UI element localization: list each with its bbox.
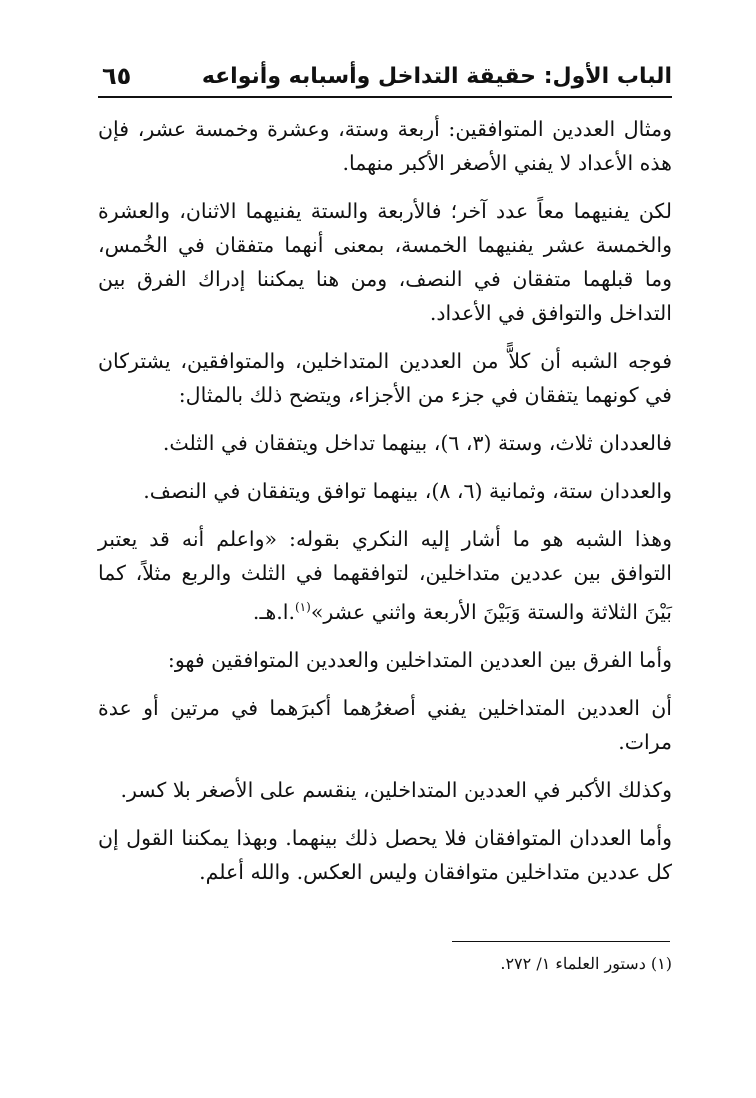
footnote-marker: (١) bbox=[294, 600, 311, 614]
quote-paragraph bbox=[98, 522, 672, 629]
body-text bbox=[98, 112, 672, 903]
paragraph: وأما العددان المتوافقان فلا يحصل ذلك بينهما. وبهذا يمكننا القول إن كل عددين متداخلين متوافقان وليس العكس. والله أعلم. bbox=[98, 825, 672, 884]
page-number: ٦٥ bbox=[102, 62, 132, 90]
paragraph: والعددان ستة، وثمانية (٦، ٨)، بينهما توافق ويتفقان في النصف. bbox=[143, 479, 672, 503]
quote-text: وهذا الشبه هو ما أشار إليه النكري بقوله: «واعلم أنه قد يعتبر التوافق بين عددين متداخلين، لتوافقهما في الثلث والربع مثلاً، كما بَيْنَ الثلاثة والستة وَبَيْنَ الأربعة واثني عشر» bbox=[98, 527, 672, 624]
paragraph: فوجه الشبه أن كلاًّ من العددين المتداخلين، والمتوافقين، يشتركان في كونهما يتفقان في جزء من الأجزاء، ويتضح ذلك بالمثال: bbox=[98, 349, 672, 407]
chapter-title: الباب الأول: حقيقة التداخل وأسبابه وأنواعه bbox=[201, 64, 672, 89]
running-header bbox=[98, 58, 672, 98]
paragraph: فالعددان ثلاث، وستة (٣، ٦)، بينهما تداخل ويتفقان في الثلث. bbox=[162, 431, 672, 455]
footnote-divider bbox=[452, 941, 670, 942]
footnote: (١) دستور العلماء ١/ ٢٧٢. bbox=[500, 954, 672, 973]
paragraph: ومثال العددين المتوافقين: أربعة وستة، وعشرة وخمسة عشر، فإن هذه الأعداد لا يفني الأصغر الأكبر منهما. bbox=[98, 117, 672, 175]
paragraph: وأما الفرق بين العددين المتداخلين والعددين المتوافقين فهو: bbox=[167, 647, 672, 672]
paragraph: أن العددين المتداخلين يفني أصغرُهما أكبرَهما في مرتين أو عدة مرات. bbox=[98, 695, 672, 754]
paragraph: وكذلك الأكبر في العددين المتداخلين، ينقسم على الأصغر بلا كسر. bbox=[120, 777, 672, 802]
quote-end: .ا.هـ. bbox=[252, 599, 295, 624]
paragraph: لكن يفنيهما معاً عدد آخر؛ فالأربعة والستة يفنيهما الاثنان، والعشرة والخمسة عشر يفنيهما الخمسة، بمعنى أنهما متفقان في الخُمس، وما قبلهما متفقان في النصف، ومن هنا يمكننا إدراك الفرق بين التداخل والتوافق في الأعداد. bbox=[98, 199, 672, 325]
